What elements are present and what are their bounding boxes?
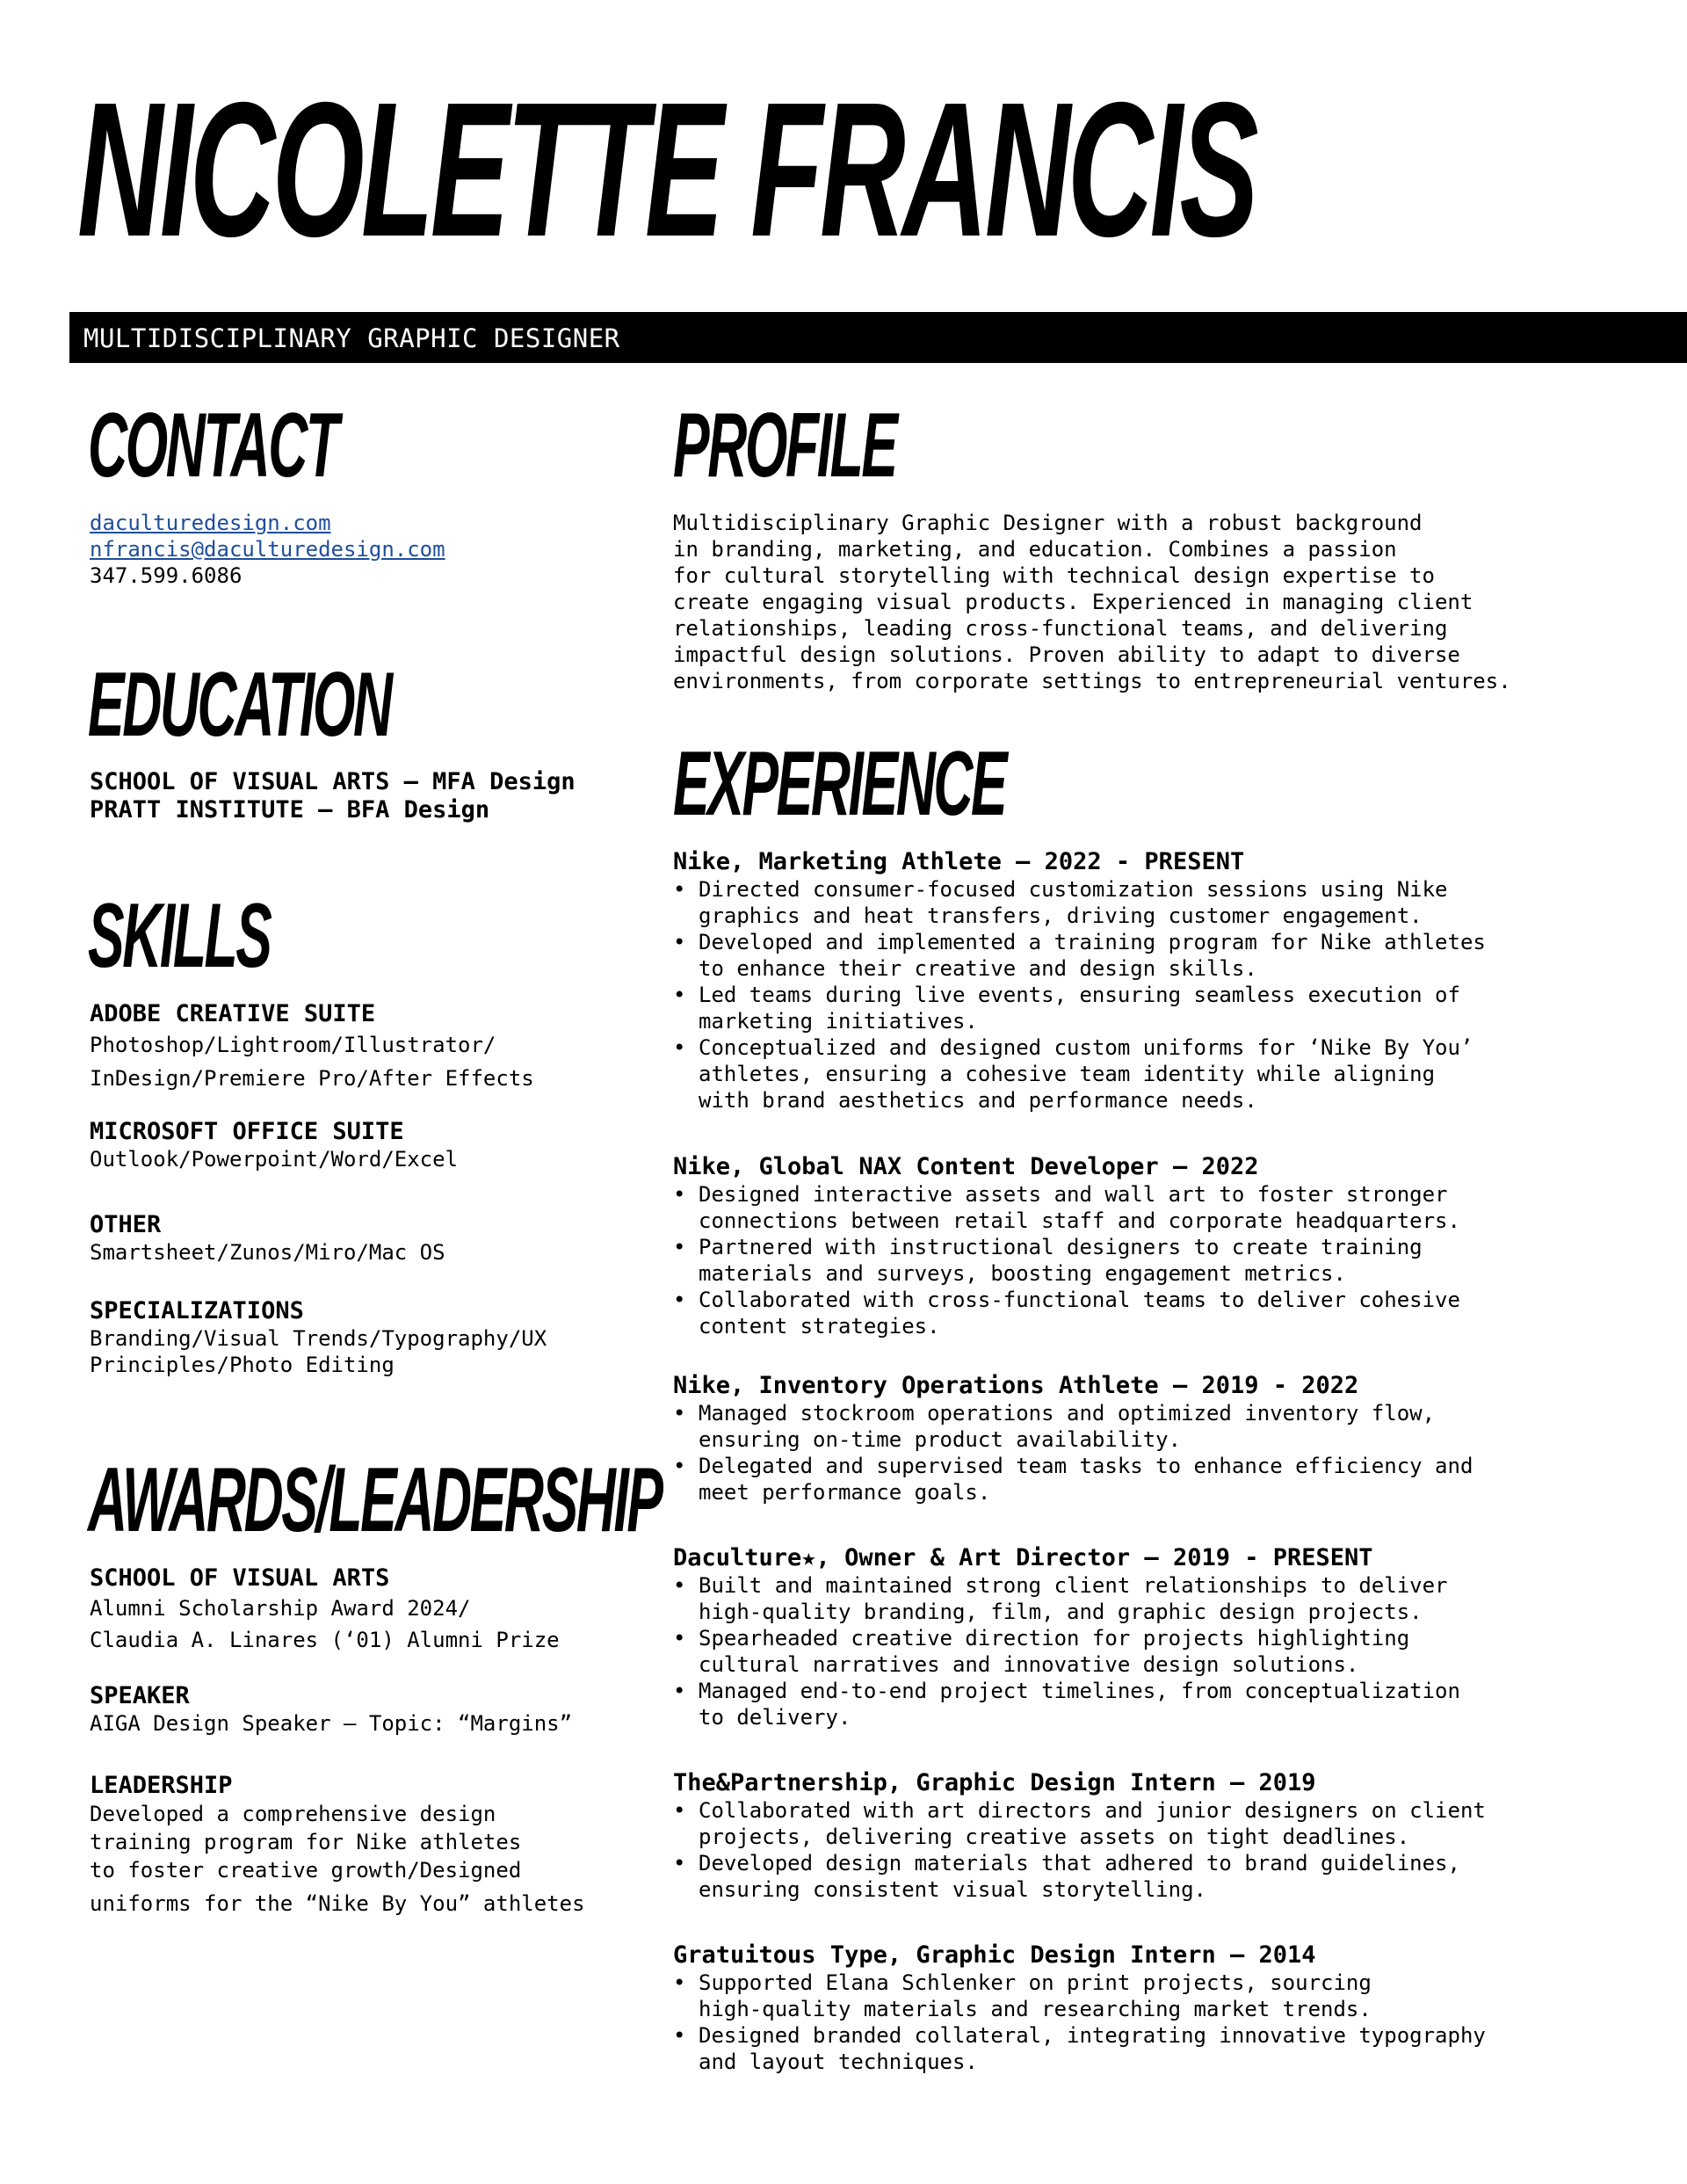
skill-group-line: Photoshop/Lightroom/Illustrator/ (90, 1033, 496, 1057)
bullet-line: and layout techniques. (699, 2050, 978, 2074)
bullet-line: graphics and heat transfers, driving customer engagement. (699, 903, 1423, 928)
skill-group-title: OTHER (90, 1211, 162, 1238)
profile-line: in branding, marketing, and education. Combines a passion (673, 537, 1397, 562)
job-title-banner: MULTIDISCIPLINARY GRAPHIC DESIGNER (83, 323, 620, 353)
education-item: SCHOOL OF VISUAL ARTS – MFA Design (90, 768, 576, 795)
bullet-line: Conceptualized and designed custom uniforms for ‘Nike By You’ (699, 1035, 1473, 1060)
bullet-dot: • (673, 983, 686, 1007)
profile-line: impactful design solutions. Proven ability to adapt to diverse (673, 642, 1460, 667)
job-entry-title: Gratuitous Type, Graphic Design Intern — 2014 (673, 1941, 1316, 1969)
award-group-line: uniforms for the “Nike By You” athletes (90, 1891, 585, 1916)
skill-group-line: Principles/Photo Editing (90, 1353, 395, 1377)
profile-line: relationships, leading cross-functional teams, and delivering (673, 616, 1448, 641)
email-link[interactable]: nfrancis@daculturedesign.com (90, 537, 445, 562)
experience-entry (673, 848, 1486, 1114)
job-bullet (673, 1234, 1460, 1287)
experience-heading: EXPERIENCE (673, 733, 1006, 835)
bullet-dot: • (673, 1573, 686, 1598)
bullet-dot: • (673, 1970, 686, 1995)
bullet-dot: • (673, 1626, 686, 1651)
bullet-dot: • (673, 1454, 686, 1478)
bullet-dot: • (673, 2023, 686, 2048)
resume-name: NICOLETTE FRANCIS (77, 63, 1256, 277)
bullet-line: Led teams during live events, ensuring seamless execution of (699, 983, 1460, 1007)
job-entry-title: Daculture★, Owner & Art Director — 2019 - PRESENT (673, 1544, 1373, 1571)
skill-group-title: SPECIALIZATIONS (90, 1297, 304, 1324)
bullet-line: Developed and implemented a training program for Nike athletes (699, 930, 1486, 954)
job-bullet (673, 1850, 1486, 1903)
bullet-line: with brand aesthetics and performance needs. (699, 1088, 1257, 1113)
education-heading: EDUCATION (88, 654, 391, 756)
bullet-dot: • (673, 877, 686, 902)
bullet-line: Collaborated with art directors and junior designers on client (699, 1798, 1486, 1823)
bullet-line: meet performance goals. (699, 1480, 991, 1505)
job-bullet (673, 1797, 1486, 1850)
profile-section (673, 510, 1511, 694)
contact-heading: CONTACT (88, 395, 337, 497)
award-group-title: LEADERSHIP (90, 1772, 233, 1799)
award-group-line: AIGA Design Speaker – Topic: “Margins” (90, 1711, 573, 1736)
bullet-line: Collaborated with cross-functional teams to deliver cohesive (699, 1288, 1460, 1312)
bullet-line: marketing initiatives. (699, 1009, 978, 1034)
job-bullet (673, 1034, 1486, 1114)
bullet-line: high-quality materials and researching market trends. (699, 1997, 1372, 2021)
bullet-line: Designed branded collateral, integrating innovative typography (699, 2023, 1486, 2048)
profile-line: Multidisciplinary Graphic Designer with a robust background (673, 511, 1423, 535)
skills-section (90, 1000, 547, 1378)
job-bullet (673, 1287, 1460, 1339)
job-bullet (673, 1400, 1473, 1453)
bullet-dot: • (673, 1235, 686, 1259)
bullet-line: Supported Elana Schlenker on print projects, sourcing (699, 1970, 1372, 1995)
contact-section (90, 510, 445, 589)
bullet-line: to delivery. (699, 1705, 851, 1730)
website-link[interactable]: daculturedesign.com (90, 511, 331, 535)
job-bullet (673, 1625, 1460, 1678)
bullet-line: projects, delivering creative assets on tight deadlines. (699, 1825, 1410, 1849)
award-group-line: to foster creative growth/Designed (90, 1858, 522, 1883)
skill-group-line: Smartsheet/Zunos/Miro/Mac OS (90, 1240, 445, 1265)
award-group-line: Claudia A. Linares (‘01) Alumni Prize (90, 1628, 560, 1652)
experience-entry (673, 1941, 1486, 2075)
job-bullet (673, 1453, 1473, 1506)
experience-entry (673, 1372, 1473, 1506)
awards-heading: AWARDS/LEADERSHIP (88, 1449, 662, 1551)
bullet-line: Partnered with instructional designers to create training (699, 1235, 1423, 1259)
bullet-line: materials and surveys, boosting engagement metrics. (699, 1261, 1346, 1286)
education-item: PRATT INSTITUTE – BFA Design (90, 796, 490, 824)
bullet-dot: • (673, 1851, 686, 1876)
job-bullet (673, 1678, 1460, 1731)
job-bullet (673, 1970, 1486, 2022)
bullet-dot: • (673, 1679, 686, 1703)
experience-entry (673, 1769, 1486, 1903)
bullet-line: ensuring on-time product availability. (699, 1427, 1182, 1452)
job-bullet (673, 1572, 1460, 1625)
bullet-line: Managed end-to-end project timelines, from conceptualization (699, 1679, 1460, 1703)
bullet-dot: • (673, 1401, 686, 1426)
award-group-line: Developed a comprehensive design (90, 1802, 496, 1826)
bullet-line: Designed interactive assets and wall art to foster stronger (699, 1182, 1448, 1207)
award-group-line: training program for Nike athletes (90, 1830, 522, 1854)
job-bullet (673, 2022, 1486, 2075)
title-bar (69, 312, 1687, 363)
bullet-dot: • (673, 930, 686, 954)
bullet-line: content strategies. (699, 1314, 940, 1339)
awards-section (90, 1564, 585, 1923)
phone-number: 347.599.6086 (90, 563, 243, 588)
skill-group-line: InDesign/Premiere Pro/After Effects (90, 1066, 534, 1091)
profile-line: for cultural storytelling with technical design expertise to (673, 563, 1435, 588)
job-bullet (673, 876, 1486, 929)
job-entry-title: Nike, Global NAX Content Developer — 2022 (673, 1153, 1259, 1180)
experience-entry (673, 1153, 1460, 1339)
job-bullet (673, 1181, 1460, 1234)
profile-heading: PROFILE (673, 395, 896, 497)
profile-line: create engaging visual products. Experienced in managing client (673, 590, 1473, 614)
bullet-line: Spearheaded creative direction for projects highlighting (699, 1626, 1410, 1651)
skill-group-title: ADOBE CREATIVE SUITE (90, 1000, 376, 1027)
bullet-line: connections between retail staff and corporate headquarters. (699, 1208, 1460, 1233)
job-bullet (673, 982, 1486, 1034)
bullet-dot: • (673, 1035, 686, 1060)
job-bullet (673, 929, 1486, 982)
skill-group-line: Branding/Visual Trends/Typography/UX (90, 1326, 547, 1351)
bullet-line: Delegated and supervised team tasks to enhance efficiency and (699, 1454, 1473, 1478)
bullet-line: Developed design materials that adhered to brand guidelines, (699, 1851, 1460, 1876)
job-entry-title: Nike, Inventory Operations Athlete — 2019 - 2022 (673, 1372, 1359, 1399)
bullet-line: athletes, ensuring a cohesive team identity while aligning (699, 1062, 1436, 1086)
bullet-dot: • (673, 1798, 686, 1823)
bullet-line: ensuring consistent visual storytelling. (699, 1877, 1206, 1902)
bullet-line: Managed stockroom operations and optimized inventory flow, (699, 1401, 1436, 1426)
education-section (90, 768, 576, 824)
job-entry-title: The&Partnership, Graphic Design Intern — 2019 (673, 1769, 1316, 1796)
award-group-title: SCHOOL OF VISUAL ARTS (90, 1564, 390, 1592)
bullet-line: to enhance their creative and design skills. (699, 956, 1257, 981)
bullet-line: Built and maintained strong client relationships to deliver (699, 1573, 1448, 1598)
job-entry-title: Nike, Marketing Athlete — 2022 - PRESENT (673, 848, 1245, 875)
profile-line: environments, from corporate settings to entrepreneurial ventures. (673, 669, 1511, 693)
bullet-dot: • (673, 1288, 686, 1312)
bullet-line: high-quality branding, film, and graphic design projects. (699, 1600, 1423, 1624)
bullet-line: Directed consumer-focused customization sessions using Nike (699, 877, 1448, 902)
skill-group-title: MICROSOFT OFFICE SUITE (90, 1118, 404, 1145)
bullet-dot: • (673, 1182, 686, 1207)
bullet-line: cultural narratives and innovative design solutions. (699, 1652, 1359, 1677)
experience-entry (673, 1544, 1460, 1731)
award-group-title: SPEAKER (90, 1682, 190, 1709)
award-group-line: Alumni Scholarship Award 2024/ (90, 1596, 471, 1621)
skills-heading: SKILLS (88, 885, 271, 987)
skill-group-line: Outlook/Powerpoint/Word/Excel (90, 1147, 459, 1172)
